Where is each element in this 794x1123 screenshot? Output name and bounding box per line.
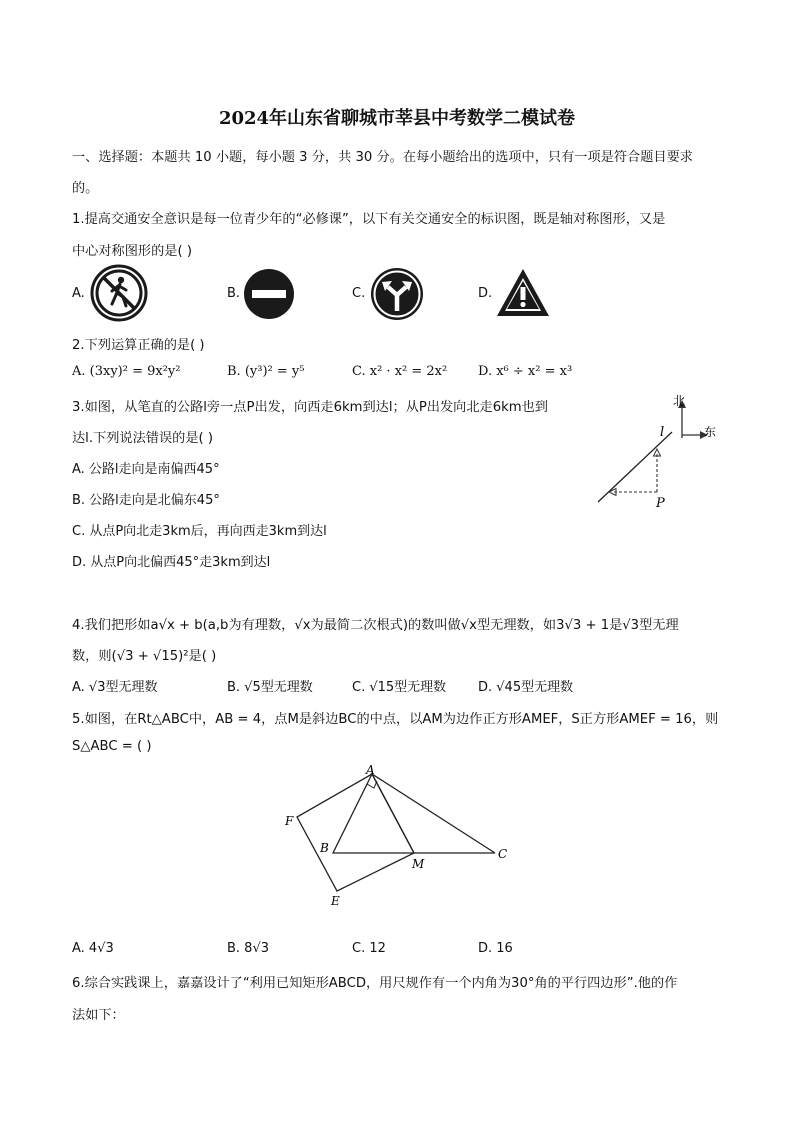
q3-option-c: C. 从点P向北走3km后，再向西走3km到达l: [72, 524, 327, 539]
q3-stem-line1: 3.如图，从笔直的公路l旁一点P出发，向西走6km到达l；从P出发向北走6km也到: [72, 400, 548, 415]
segment-ac: [372, 774, 495, 853]
q4-option-c: C. √15型无理数: [352, 680, 447, 695]
section-heading-line1: 一、选择题：本题共 10 小题，每小题 3 分，共 30 分。在每小题给出的选项中，只有一项是符合题目要求: [72, 150, 693, 165]
q3-option-b: B. 公路l走向是北偏东45°: [72, 493, 220, 508]
q1-option-c-label: C.: [352, 286, 366, 301]
q1-option-d-label: D.: [478, 286, 493, 301]
no-entry-sign-icon: [243, 268, 295, 320]
q2-stem: 2.下列运算正确的是( ): [72, 338, 205, 353]
q3-option-d: D. 从点P向北偏西45°走3km到达l: [72, 555, 271, 570]
q5-option-b: B. 8√3: [227, 941, 270, 956]
q2-option-c: C. x² · x² = 2x²: [352, 364, 448, 379]
q3-option-a: A. 公路l走向是南偏西45°: [72, 462, 220, 477]
point-m-label: M: [412, 857, 425, 871]
exam-title: 2024年山东省聊城市莘县中考数学二模试卷: [218, 108, 576, 129]
q4-option-a: A. √3型无理数: [72, 680, 158, 695]
q6-stem-line2: 法如下：: [72, 1008, 125, 1023]
point-b-label: B: [320, 841, 329, 855]
q3-figure: [590, 390, 730, 515]
point-f-label: F: [285, 814, 294, 828]
q5-option-c: C. 12: [352, 941, 386, 956]
section-heading-line2: 的。: [72, 181, 99, 196]
q1-stem-line2: 中心对称图形的是( ): [72, 244, 192, 259]
square-amef: [297, 774, 414, 891]
point-a-label: A: [366, 763, 375, 777]
warning-triangle-sign-icon: [495, 267, 551, 319]
q4-option-b: B. √5型无理数: [227, 680, 313, 695]
point-c-label: C: [498, 847, 508, 861]
q3-stem-line2: 达l.下列说法错误的是( ): [72, 431, 214, 446]
triangle-abm: [333, 774, 414, 853]
q1-option-b-label: B.: [227, 286, 241, 301]
q5-figure: [280, 760, 520, 910]
q2-option-a: A. (3xy)² = 9x²y²: [72, 364, 181, 379]
q2-option-d: D. x⁶ ÷ x² = x³: [478, 364, 573, 379]
q5-stem-line1: 5.如图，在Rt△ABC中，AB = 4，点M是斜边BC的中点，以AM为边作正方形AMEF，S正方形AMEF = 16，则: [72, 712, 719, 727]
q5-option-a: A. 4√3: [72, 941, 114, 956]
q4-option-d: D. √45型无理数: [478, 680, 574, 695]
compass-north-label: 北: [673, 394, 686, 408]
compass-east-label: 东: [704, 425, 717, 439]
q5-stem-line2: S△ABC = ( ): [72, 739, 152, 754]
point-p-label: P: [656, 496, 665, 511]
q5-option-d: D. 16: [478, 941, 513, 956]
q6-stem-line1: 6.综合实践课上，嘉嘉设计了“利用已知矩形ABCD，用尺规作有一个内角为30°角的平行四边形”.他的作: [72, 976, 678, 991]
q4-stem-line1: 4.我们把形如a√x + b(a,b为有理数，√x为最简二次根式)的数叫做√x型无理数，如3√3 + 1是√3型无理: [72, 618, 679, 633]
q2-option-b: B. (y³)² = y⁵: [227, 364, 305, 379]
q4-stem-line2: 数，则(√3 + √15)²是( ): [72, 649, 217, 664]
road-l-label: l: [660, 425, 665, 440]
q1-stem-line1: 1.提高交通安全意识是每一位青少年的“必修课”，以下有关交通安全的标识图，既是轴对称图形，又是: [72, 212, 666, 227]
q1-option-a-label: A.: [72, 286, 85, 301]
no-pedestrian-sign-icon: [90, 264, 148, 322]
point-e-label: E: [331, 894, 340, 908]
left-right-turn-sign-icon: [370, 267, 424, 321]
